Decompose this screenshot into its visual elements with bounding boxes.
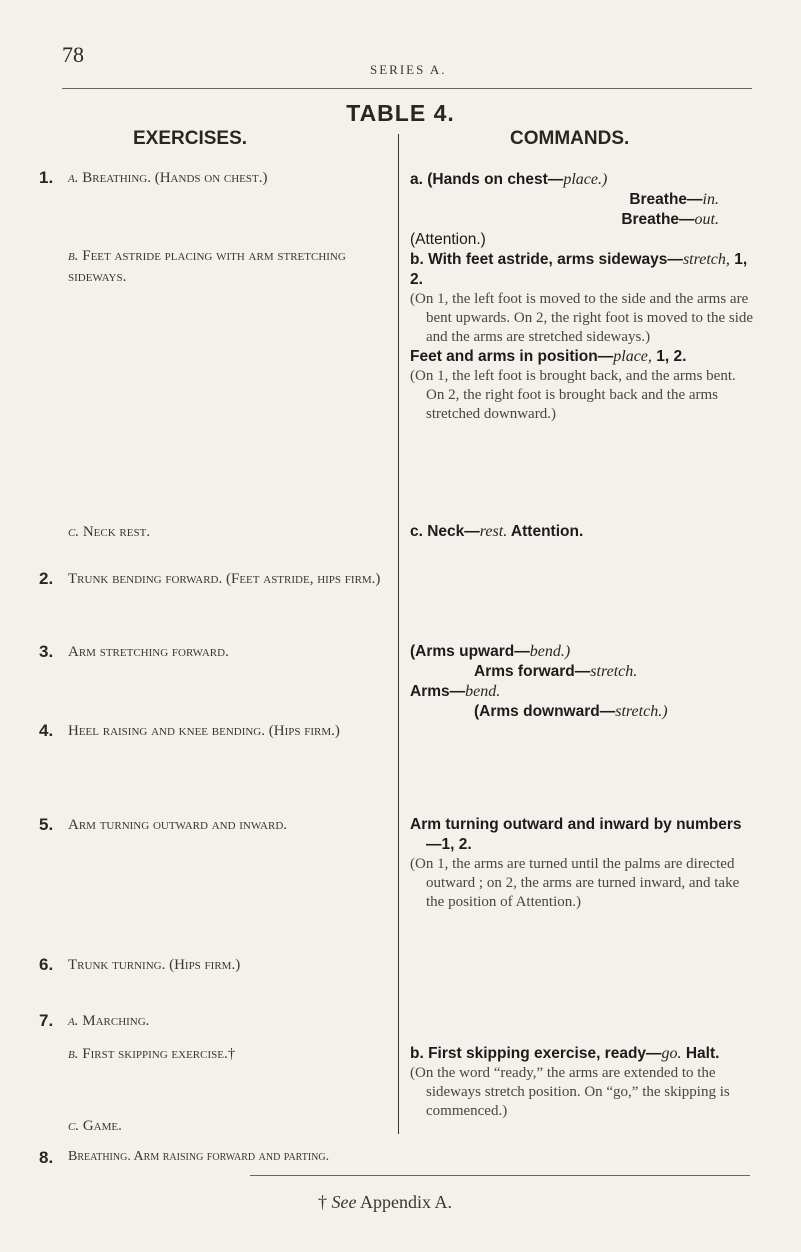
exercise-number-6: 6. — [39, 955, 54, 974]
command-1c-line1-italic: rest. — [479, 523, 508, 540]
command-1a — [410, 170, 755, 250]
command-1a-line2-italic: in. — [702, 191, 719, 208]
command-7b-line1-after: Halt. — [681, 1045, 720, 1062]
footnote-mark: † — [318, 1192, 332, 1212]
command-3-line2: Arms forward— — [474, 663, 591, 680]
command-3-line4-italic: stretch.) — [615, 703, 668, 720]
command-1b-line3: Feet and arms in position— — [410, 348, 614, 365]
top-rule — [62, 88, 752, 89]
exercise-1c-letter: c. — [68, 524, 80, 540]
bottom-rule — [250, 1175, 750, 1176]
exercise-number-1: 1. — [39, 168, 54, 187]
exercise-7c-text: Game. — [82, 1118, 122, 1134]
exercise-number-8: 8. — [39, 1148, 54, 1167]
command-7b-note: (On the word “ready,” the arms are extended to the sideways stretch position. On “go,” the skipping is commenced.) — [410, 1065, 730, 1119]
exercise-1b-text: Feet astride placing with arm stretching sideways. — [68, 248, 346, 285]
command-1a-line1-italic: place.) — [563, 171, 608, 188]
command-1a-line3-italic: out. — [694, 211, 719, 228]
exercise-number-4: 4. — [39, 721, 54, 740]
command-1c-line1: c. Neck— — [410, 523, 480, 540]
exercise-7a — [68, 1011, 392, 1032]
command-1a-line4: (Attention.) — [410, 231, 486, 248]
column-divider — [398, 134, 399, 1134]
command-1b-line3-numbers: 1, 2. — [651, 348, 687, 365]
exercise-number-2: 2. — [39, 569, 54, 588]
command-1b-line1-numbers: 1, 2. — [410, 251, 748, 288]
exercise-7b-letter: b. — [68, 1046, 79, 1062]
exercise-7a-letter: a. — [68, 1013, 79, 1029]
command-3 — [410, 642, 755, 722]
exercise-number-7: 7. — [39, 1011, 54, 1030]
exercise-1a-text: Breathing. (Hands on chest.) — [82, 170, 268, 186]
command-3-line4: (Arms downward— — [474, 703, 616, 720]
exercise-7b — [68, 1044, 392, 1065]
exercise-1c — [68, 522, 392, 543]
command-1c-line1-after: Attention. — [507, 523, 584, 540]
command-1a-line2: Breathe— — [629, 191, 703, 208]
exercise-1a-letter: a. — [68, 170, 79, 186]
command-1b-line1: b. With feet astride, arms sideways— — [410, 251, 683, 268]
command-1b-note1: (On 1, the left foot is moved to the side and the arms are bent upwards. On 2, the right foot is moved to the side and the arms are stretched sideways.) — [410, 291, 754, 345]
command-3-line3-italic: bend. — [465, 683, 501, 700]
exercise-8: Breathing. Arm raising forward and parting. — [68, 1149, 330, 1164]
exercise-7c-letter: c. — [68, 1118, 80, 1134]
exercise-1a — [68, 168, 392, 189]
exercise-5: Arm turning outward and inward. — [68, 817, 288, 833]
command-7b-line1-italic: go. — [661, 1045, 682, 1062]
exercise-number-3: 3. — [39, 642, 54, 661]
exercise-7b-text: First skipping exercise.† — [82, 1046, 236, 1062]
command-5-note: (On 1, the arms are turned until the palms are directed outward ; on 2, the arms are turned inward, and take the position of Attention.) — [410, 856, 740, 910]
command-7b-line1: b. First skipping exercise, ready— — [410, 1045, 662, 1062]
table-title: TABLE 4. — [346, 100, 455, 126]
exercise-7c — [68, 1116, 392, 1137]
exercise-1b — [68, 246, 392, 288]
command-7b — [410, 1044, 755, 1121]
exercise-4: Heel raising and knee bending. (Hips firm.) — [68, 723, 340, 739]
command-1b-note2: (On 1, the left foot is brought back, and the arms bent. On 2, the right foot is brought back and the arms stretched downward.) — [410, 368, 736, 422]
commands-heading: COMMANDS. — [510, 128, 630, 149]
command-5-line1: Arm turning outward and inward by numbers—1, 2. — [410, 816, 742, 853]
command-3-line1-italic: bend.) — [529, 643, 571, 660]
exercise-1c-text: Neck rest. — [82, 524, 151, 540]
command-3-line2-italic: stretch. — [590, 663, 638, 680]
command-3-line3: Arms— — [410, 683, 466, 700]
exercise-3: Arm stretching forward. — [68, 644, 229, 660]
footnote-reference: Appendix A. — [356, 1192, 452, 1212]
command-1a-line3: Breathe— — [621, 211, 695, 228]
command-1b-line3-italic: place, — [613, 348, 652, 365]
command-5 — [410, 815, 755, 912]
exercise-7a-text: Marching. — [82, 1013, 150, 1029]
command-1a-line1: a. (Hands on chest— — [410, 171, 564, 188]
footnote-see: See — [331, 1192, 357, 1212]
command-1b-line1-italic: stretch, — [682, 251, 730, 268]
page-number: 78 — [62, 42, 84, 67]
exercise-number-5: 5. — [39, 815, 54, 834]
exercise-6: Trunk turning. (Hips firm.) — [68, 957, 241, 973]
exercise-1b-letter: b. — [68, 248, 79, 264]
command-3-line1: (Arms upward— — [410, 643, 530, 660]
command-1b — [410, 250, 755, 424]
footnote — [318, 1192, 452, 1213]
command-1c — [410, 522, 755, 542]
exercises-heading: EXERCISES. — [133, 128, 248, 149]
running-head: SERIES A. — [370, 62, 447, 77]
exercise-2: Trunk bending forward. (Feet astride, hips firm.) — [68, 571, 381, 587]
